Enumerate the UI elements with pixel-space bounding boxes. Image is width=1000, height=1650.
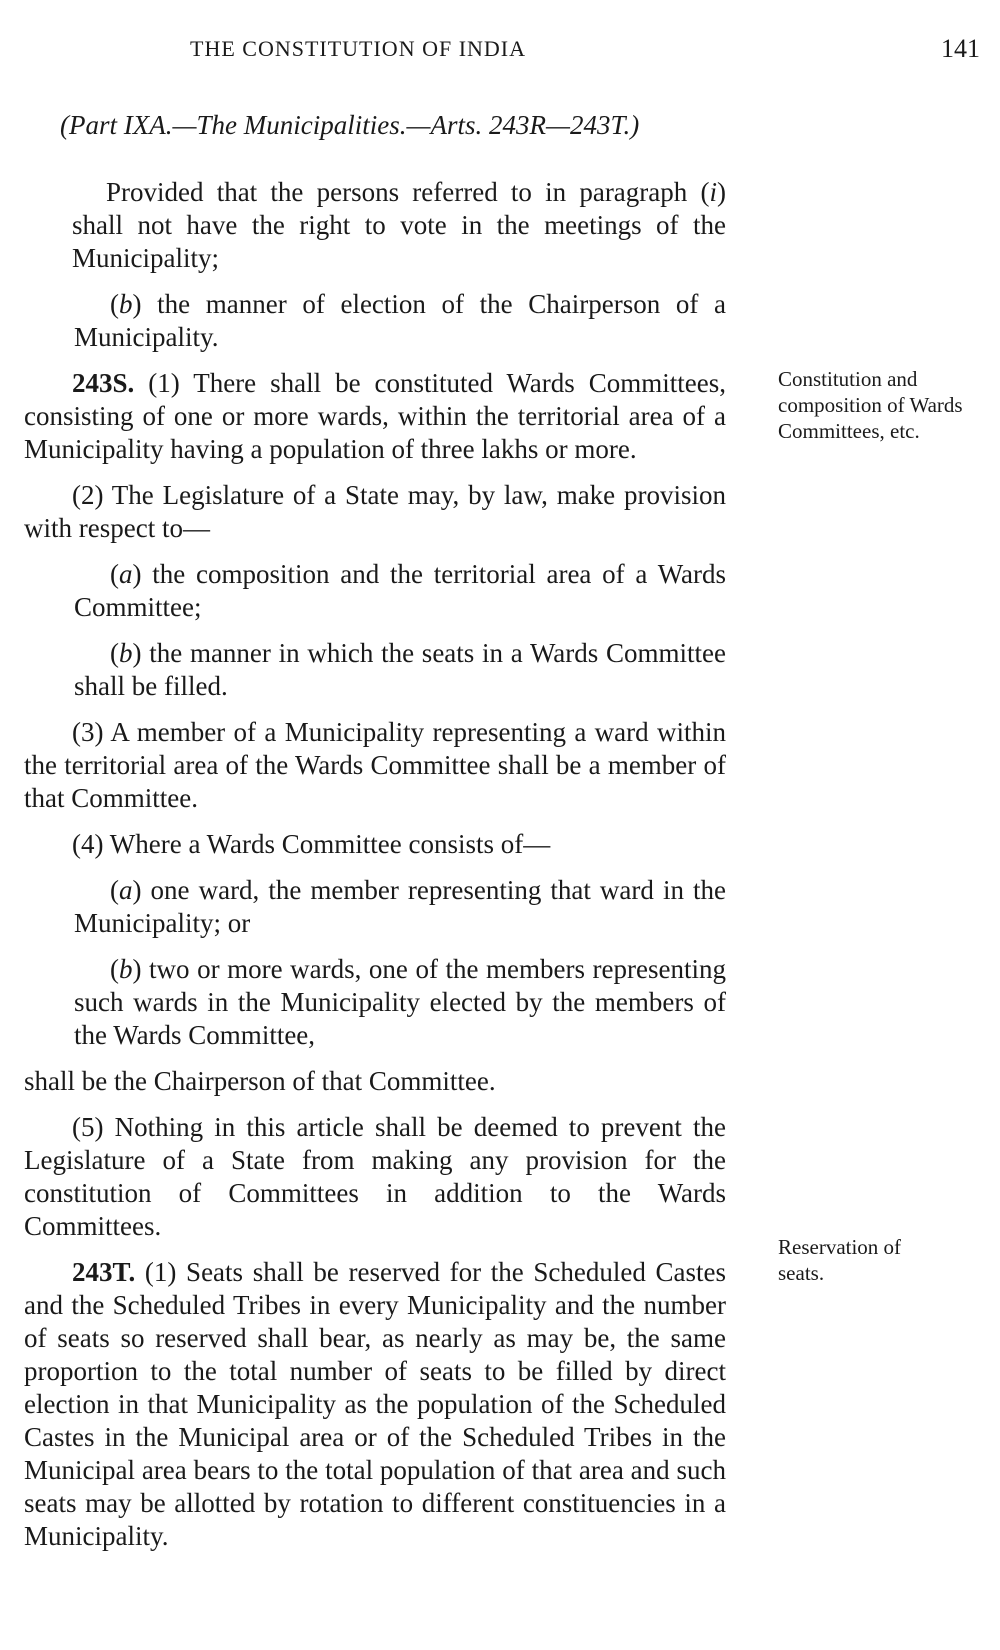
part-reference: (Part IXA.—The Municipalities.—Arts. 243R—243T.) — [60, 110, 640, 140]
marginal-note-243t: Reservation of seats. — [778, 1235, 902, 1285]
clause-243s-2a: (a) the composition and the territorial area of a Wards Committee; — [74, 559, 726, 622]
clause-243s-2b: (b) the manner in which the seats in a Wards Committee shall be filled. — [74, 638, 727, 701]
article-243s-5: (5) Nothing in this article shall be deemed to prevent the Legislature of a State from making any provision for the constitution of Committees in addition to the Wards Committees. — [24, 1112, 726, 1241]
running-head: THE CONSTITUTION OF INDIA — [190, 36, 527, 61]
clause-text: the manner of election of the Chairperson of a Municipality. — [74, 289, 726, 352]
clause-243r-b: (b) the manner of election of the Chairperson of a Municipality. — [74, 289, 726, 352]
clause-label: a — [119, 875, 133, 905]
clause-text: two or more wards, one of the members representing such wards in the Municipality elected by the members of the Wards Committee, — [74, 954, 726, 1050]
clause-text: one ward, the member representing that ward in the Municipality; or — [74, 875, 726, 938]
page-number: 141 — [941, 34, 980, 63]
proviso-label-i: i — [709, 177, 717, 207]
article-243s-3: (3) A member of a Municipality representing a ward within the territorial area of the Wards Committee shall be a member of that Committee. — [24, 717, 726, 813]
article-243s-1 — [24, 367, 726, 466]
clause-text: the composition and the territorial area of a Wards Committee; — [74, 559, 726, 622]
clause-243s-4b: (b) two or more wards, one of the members representing such wards in the Municipality elected by the members of the Wards Committee, — [74, 954, 726, 1050]
clause-label: b — [119, 638, 133, 668]
proviso-paragraph: Provided that the persons referred to in paragraph (i) shall not have the right to vote in the meetings of the Municipality; — [72, 177, 726, 273]
proviso-text-a: Provided that the persons referred to in paragraph — [106, 177, 688, 207]
article-number: 243S. — [72, 368, 135, 398]
proviso-text-b: shall not have the right to vote in the meetings of the Municipality; — [72, 210, 726, 273]
clause-label: b — [119, 289, 133, 319]
body-text — [24, 176, 726, 1566]
article-text: (1) Seats shall be reserved for the Scheduled Castes and the Scheduled Tribes in every Municipality and the number of seats so reserved shall bear, as nearly as may be, the same proportion to the total number of seats to be filled by direct election in that Municipality as the population of the Scheduled Castes in the Municipal area or of the Scheduled Tribes in the Municipal area bears to the total population of that area and such seats may be allotted by rotation to different constituencies in a Municipality. — [24, 1257, 726, 1551]
clause-243s-4a: (a) one ward, the member representing that ward in the Municipality; or — [74, 875, 726, 938]
article-243s-4-tail: shall be the Chairperson of that Committee. — [24, 1066, 496, 1096]
clause-text: the manner in which the seats in a Wards Committee shall be filled. — [74, 638, 727, 701]
article-243s-2: (2) The Legislature of a State may, by law, make provision with respect to— — [24, 480, 726, 543]
article-243t-1 — [24, 1256, 726, 1553]
article-243s-4: (4) Where a Wards Committee consists of— — [72, 829, 551, 859]
clause-label: b — [119, 954, 133, 984]
marginal-note-243s: Constitution and composition of Wards Committees, etc. — [778, 367, 963, 443]
article-number: 243T. — [72, 1257, 136, 1287]
clause-label: a — [119, 559, 133, 589]
article-text: (1) There shall be constituted Wards Committees, consisting of one or more wards, within the territorial area of a Municipality having a population of three lakhs or more. — [24, 368, 726, 464]
